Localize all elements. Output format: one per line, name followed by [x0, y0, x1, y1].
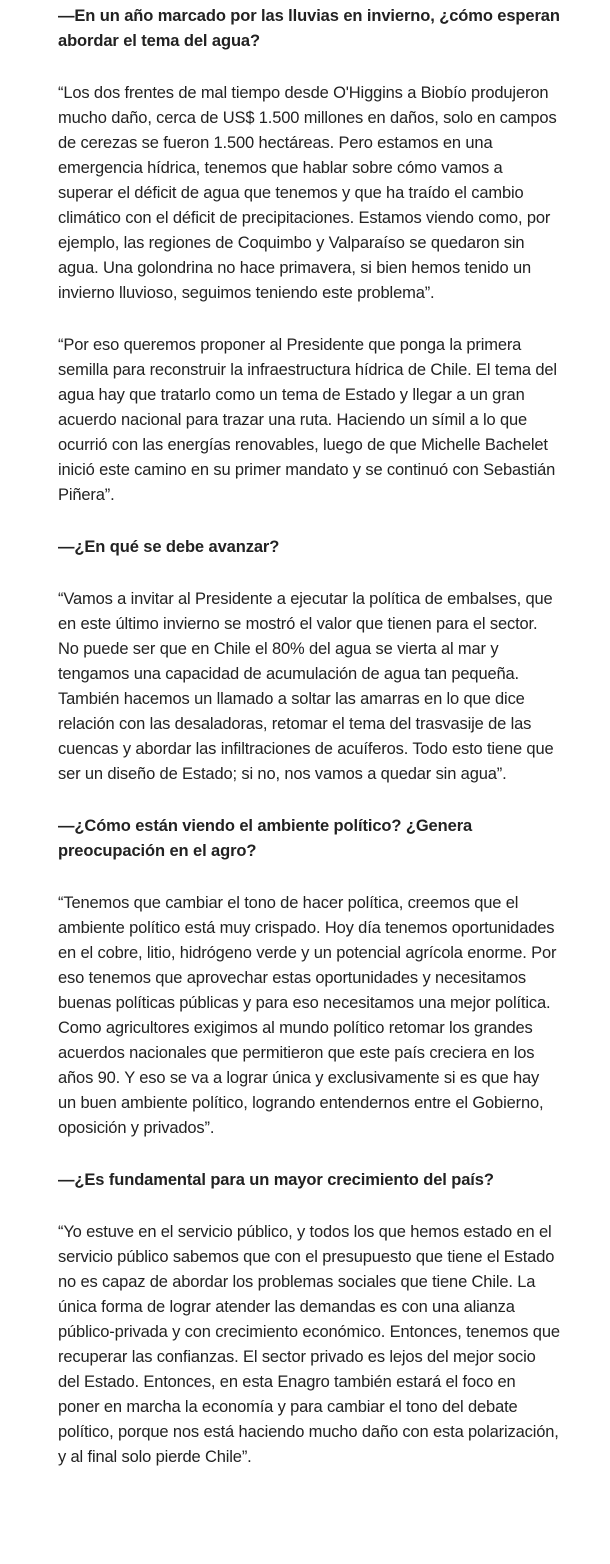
interview-question: —En un año marcado por las lluvias en invierno, ¿cómo esperan abordar el tema del agua? [58, 7, 560, 50]
interview-question: —¿Cómo están viendo el ambiente político? ¿Genera preocupación en el agro? [58, 817, 473, 860]
interview-answer: “Yo estuve en el servicio público, y todos los que hemos estado en el servicio público sabemos que con el presupuesto que tiene el Estado no es capaz de abordar los problemas sociales que tiene Chile. La única forma de lograr atender las demandas es con una alianza público-privada y con crecimiento económico. Entonces, tenemos que recuperar las confianzas. El sector privado es lejos del mejor socio del Estado. Entonces, en esta Enagro también estará el foco en poner en marcha la economía y para cambiar el tono del debate político, porque nos está haciendo mucho daño con esta polarización, y al final solo pierde Chile”. [58, 1223, 560, 1466]
interview-answer: “Los dos frentes de mal tiempo desde O'Higgins a Biobío produjeron mucho daño, cerca de US$ 1.500 millones en daños, solo en campos de cerezas se fueron 1.500 hectáreas. Pero estamos en una emergencia hídrica, tenemos que hablar sobre cómo vamos a superar el déficit de agua que tenemos y que ha traído el cambio climático con el déficit de precipitaciones. Estamos viendo como, por ejemplo, las regiones de Coquimbo y Valparaíso se quedaron sin agua. Una golondrina no hace primavera, si bien hemos tenido un invierno lluvioso, seguimos teniendo este problema”. [58, 84, 557, 302]
interview-answer: “Por eso queremos proponer al Presidente que ponga la primera semilla para reconstruir la infraestructura hídrica de Chile. El tema del agua hay que tratarlo como un tema de Estado y llegar a un gran acuerdo nacional para trazar una ruta. Haciendo un símil a lo que ocurrió con las energías renovables, luego de que Michelle Bachelet inició este camino en su primer mandato y se continuó con Sebastián Piñera”. [58, 336, 557, 504]
interview-question: —¿Es fundamental para un mayor crecimiento del país? [58, 1171, 494, 1189]
interview-answer: “Vamos a invitar al Presidente a ejecutar la política de embalses, que en este último invierno se mostró el valor que tienen para el sector. No puede ser que en Chile el 80% del agua se vierta al mar y tengamos una capacidad de acumulación de agua tan pequeña. También hacemos un llamado a soltar las amarras en lo que dice relación con las desaladoras, retomar el tema del trasvasije de las cuencas y abordar las infiltraciones de acuíferos. Todo esto tiene que ser un diseño de Estado; si no, nos vamos a quedar sin agua”. [58, 590, 554, 783]
interview-answer: “Tenemos que cambiar el tono de hacer política, creemos que el ambiente político está muy crispado. Hoy día tenemos oportunidades en el cobre, litio, hidrógeno verde y un potencial agrícola enorme. Por eso tenemos que aprovechar estas oportunidades y necesitamos buenas políticas públicas y para eso necesitamos una mejor política. Como agricultores exigimos al mundo político retomar los grandes acuerdos nacionales que permitieron que este país creciera en los años 90. Y eso se va a lograr única y exclusivamente si es que hay un buen ambiente político, logrando entendernos entre el Gobierno, oposición y privados”. [58, 894, 557, 1137]
interview-question: —¿En qué se debe avanzar? [58, 538, 280, 556]
